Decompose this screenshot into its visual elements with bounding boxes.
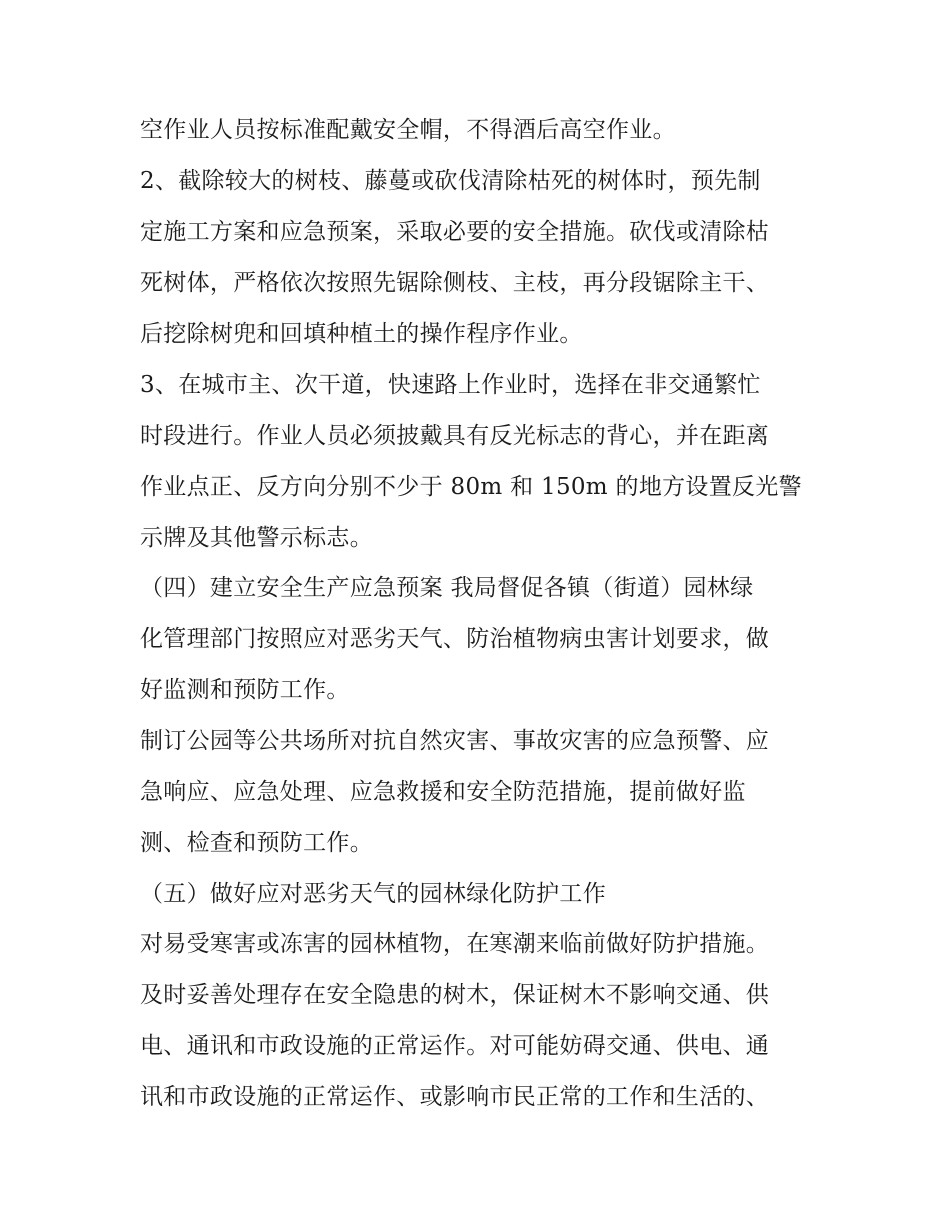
text-line: 对易受寒害或冻害的园林植物，在寒潮来临前做好防护措施。 — [140, 931, 770, 957]
text-line: 时段进行。作业人员必须披戴具有反光标志的背心，并在距离 — [140, 423, 770, 449]
section-heading-line: （五）做好应对恶劣天气的园林绿化防护工作 — [140, 881, 606, 907]
text-line: 3、在城市主、次干道，快速路上作业时，选择在非交通繁忙 — [140, 372, 761, 398]
text-line: 急响应、应急处理、应急救援和安全防范措施，提前做好监 — [140, 779, 746, 805]
section-heading-line: （四）建立安全生产应急预案 我局督促各镇（街道）园林绿 — [140, 575, 754, 601]
text-line: 2、截除较大的树枝、藤蔓或砍伐清除枯死的树体时，预先制 — [140, 168, 761, 194]
text-line: 制订公园等公共场所对抗自然灾害、事故灾害的应急预警、应 — [140, 728, 770, 754]
text-line: 作业点正、反方向分别不少于 80m 和 150m 的地方设置反光警 — [140, 474, 802, 500]
text-line: 好监测和预防工作。 — [140, 677, 350, 703]
text-line: 讯和市政设施的正常运作、或影响市民正常的工作和生活的、 — [140, 1084, 770, 1110]
text-line: 化管理部门按照应对恶劣天气、防治植物病虫害计划要求，做 — [140, 626, 770, 652]
text-line: 示牌及其他警示标志。 — [140, 525, 373, 551]
text-line: 死树体，严格依次按照先锯除侧枝、主枝，再分段锯除主干、 — [140, 270, 770, 296]
text-line: 后挖除树兜和回填种植土的操作程序作业。 — [140, 321, 583, 347]
text-line: 及时妥善处理存在安全隐患的树木，保证树木不影响交通、供 — [140, 982, 770, 1008]
text-line: 空作业人员按标准配戴安全帽，不得酒后高空作业。 — [140, 117, 676, 143]
text-line: 电、通讯和市政设施的正常运作。对可能妨碍交通、供电、通 — [140, 1033, 770, 1059]
text-line: 测、检查和预防工作。 — [140, 830, 373, 856]
text-line: 定施工方案和应急预案，采取必要的安全措施。砍伐或清除枯 — [140, 219, 770, 245]
